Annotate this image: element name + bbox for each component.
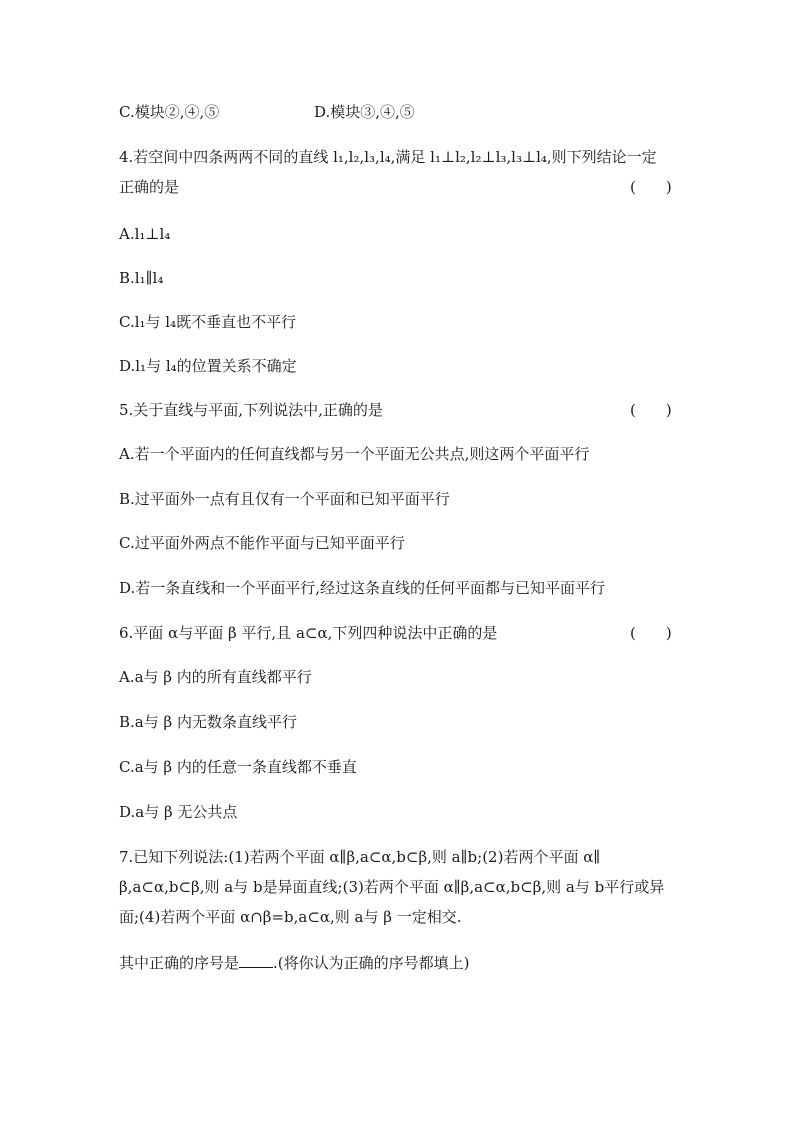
- q6-option-a: A.a与 β 内的所有直线都平行: [119, 668, 312, 686]
- q3-option-c: C.模块②,④,⑤: [119, 103, 220, 121]
- q4-option-d: D.l₁与 l₄的位置关系不确定: [119, 357, 297, 375]
- q6-option-d: D.a与 β 无公共点: [119, 803, 238, 821]
- q5-option-d: D.若一条直线和一个平面平行,经过这条直线的任何平面都与已知平面平行: [119, 579, 606, 597]
- q3-option-d: D.模块③,④,⑤: [314, 103, 415, 121]
- q7-line1: 7.已知下列说法:(1)若两个平面 α∥β,a⊂α,b⊂β,则 a∥b;(2)若两个平面 α∥: [119, 848, 601, 866]
- q4-stem-line1: 4.若空间中四条两两不同的直线 l₁,l₂,l₃,l₄,满足 l₁⊥l₂,l₂⊥l₃,l₃⊥l₄,则下列结论一定: [119, 148, 657, 166]
- q4-answer-paren: ( ): [630, 178, 672, 196]
- q7-line3: 面;(4)若两个平面 α∩β=b,a⊂α,则 a与 β 一定相交.: [119, 908, 462, 926]
- q5-stem: 5.关于直线与平面,下列说法中,正确的是: [119, 401, 383, 419]
- q6-option-b: B.a与 β 内无数条直线平行: [119, 713, 297, 731]
- q3-options-row: [119, 102, 679, 122]
- q7-answer-prefix: 其中正确的序号是: [119, 954, 240, 972]
- q7-line2: β,a⊂α,b⊂β,则 a与 b是异面直线;(3)若两个平面 α∥β,a⊂α,b⊂β,则 a与 b平行或异: [119, 878, 665, 896]
- q6-answer-paren: ( ): [630, 624, 672, 642]
- q5-option-b: B.过平面外一点有且仅有一个平面和已知平面平行: [119, 490, 450, 508]
- q5-answer-paren: ( ): [630, 401, 672, 419]
- q4-stem-line2: 正确的是: [119, 178, 180, 196]
- q4-option-a: A.l₁⊥l₄: [119, 225, 171, 243]
- q7-answer-suffix: .(将你认为正确的序号都填上): [273, 954, 470, 972]
- q7-answer-blank[interactable]: [239, 953, 273, 968]
- q4-option-c: C.l₁与 l₄既不垂直也不平行: [119, 313, 297, 331]
- q4-option-b: B.l₁∥l₄: [119, 269, 164, 287]
- q6-stem: 6.平面 α与平面 β 平行,且 a⊂α,下列四种说法中正确的是: [119, 624, 498, 642]
- q7-answer-line: [119, 953, 470, 973]
- q6-option-c: C.a与 β 内的任意一条直线都不垂直: [119, 758, 357, 776]
- q5-option-c: C.过平面外两点不能作平面与已知平面平行: [119, 534, 405, 552]
- q5-option-a: A.若一个平面内的任何直线都与另一个平面无公共点,则这两个平面平行: [119, 445, 590, 463]
